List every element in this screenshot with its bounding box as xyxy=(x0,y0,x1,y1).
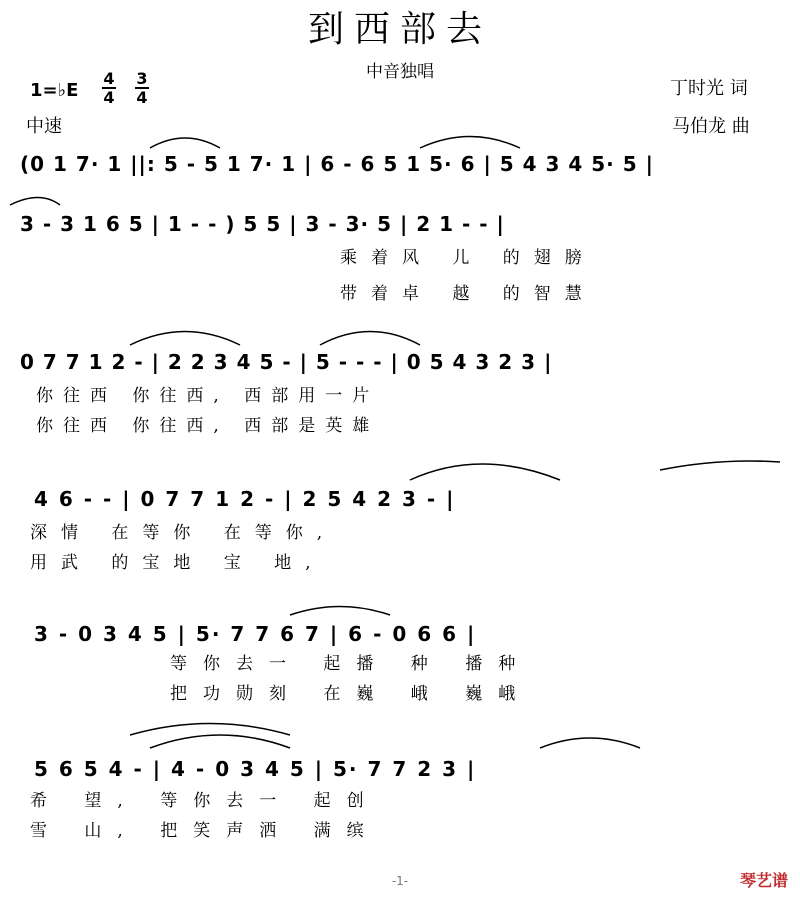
lyrics-verse-2: 带着卓 越 的智慧 xyxy=(340,284,596,304)
watermark-logo: 琴艺谱 xyxy=(739,871,788,890)
time-signature-1: 4 4 xyxy=(103,69,115,107)
tempo-marking: 中速 xyxy=(26,116,62,137)
lyrics-verse-1: 你往西 你往西, 西部用一片 xyxy=(36,386,380,406)
song-subtitle: 中音独唱 xyxy=(366,62,434,82)
lyrics-verse-1: 等你去一 起播 种 播种 xyxy=(170,654,532,674)
slur-arc xyxy=(410,464,560,480)
slur-arc xyxy=(150,138,220,148)
notes-line: 4 6 - - | 0 7 7 1 2 - | 2 5 4 2 3 - | xyxy=(34,487,456,511)
slur-arc xyxy=(150,735,290,748)
lyrics-verse-2: 你往西 你往西, 西部是英雄 xyxy=(36,416,380,436)
lyrics-verse-1: 希 望, 等你去一 起创 xyxy=(30,791,380,811)
composer-credit: 马伯龙 曲 xyxy=(672,116,750,137)
lyrics-verse-1: 深情 在等你 在等你, xyxy=(30,523,337,543)
slur-arc xyxy=(660,461,780,470)
lyrics-verse-2: 把功勋刻 在巍 峨 巍峨 xyxy=(170,684,532,704)
notes-line: (0 1 7· 1 ||: 5 - 5 1 7· 1 | 6 - 6 5 1 5· 6 | 5 4 3 4 5· 5 | xyxy=(20,152,654,176)
key-signature: 1=♭E xyxy=(30,80,79,101)
slur-arc xyxy=(290,607,390,616)
slur-arc xyxy=(130,724,290,736)
notes-line: 3 - 0 3 4 5 | 5· 7 7 6 7 | 6 - 0 6 6 | xyxy=(34,622,477,646)
page-number: -1- xyxy=(391,874,409,888)
slur-arc xyxy=(420,137,520,149)
song-title: 到西部去 xyxy=(307,9,492,50)
slur-arc xyxy=(130,332,240,346)
slur-arc xyxy=(320,332,420,346)
lyricist-credit: 丁时光 词 xyxy=(670,78,748,99)
lyrics-verse-1: 乘着风 儿 的翅膀 xyxy=(340,248,596,268)
notes-line: 5 6 5 4 - | 4 - 0 3 4 5 | 5· 7 7 2 3 | xyxy=(34,757,477,781)
time-signature-2: 3 4 xyxy=(136,69,148,107)
lyrics-verse-2: 用武 的宝地 宝 地, xyxy=(30,553,325,573)
lyrics-verse-2: 雪 山, 把笑声洒 满缤 xyxy=(30,821,380,841)
slur-arc xyxy=(540,738,640,748)
notes-line: 0 7 7 1 2 - | 2 2 3 4 5 - | 5 - - - | 0 5 4 3 2 3 | xyxy=(20,350,553,374)
slur-arc xyxy=(10,198,60,206)
notes-line: 3 - 3 1 6 5 | 1 - - ) 5 5 | 3 - 3· 5 | 2 1 - - | xyxy=(20,212,505,236)
